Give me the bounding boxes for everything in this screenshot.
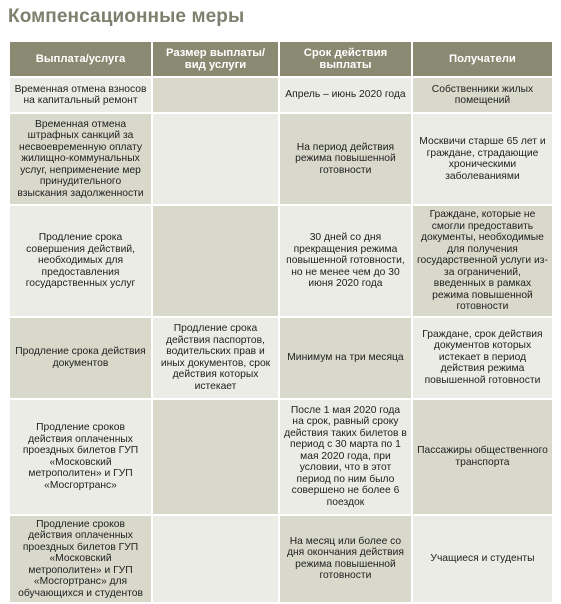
cell-service: Продление срока совершения действий, необходимых для предоставления государственных услуг xyxy=(10,206,151,316)
cell-recipients: Пассажиры общественного транспорта xyxy=(413,400,552,514)
table-row xyxy=(10,78,552,112)
table-row xyxy=(10,400,552,514)
cell-amount xyxy=(153,400,278,514)
cell-amount xyxy=(153,114,278,204)
cell-amount xyxy=(153,206,278,316)
table-header-row xyxy=(10,42,552,76)
cell-service: Продление сроков действия оплаченных проездных билетов ГУП «Московский метрополитен» и ГУП «Мосгортранс» для обучающихся и студентов xyxy=(10,516,151,603)
cell-service: Продление срока действия документов xyxy=(10,318,151,398)
column-header-amount: Размер выплаты/ вид услуги xyxy=(153,42,278,76)
cell-recipients: Граждане, которые не смогли предоставить документы, необходимые для получения государственной услуги из-за ограничений, введенных в рамках режима повышенной готовности xyxy=(413,206,552,316)
table-row xyxy=(10,318,552,398)
cell-period: 30 дней со дня прекращения режима повышенной готовности, но не менее чем до 30 июня 2020 года xyxy=(280,206,411,316)
page-title: Компенсационные меры xyxy=(8,6,245,27)
cell-recipients: Москвичи старше 65 лет и граждане, страдающие хроническими заболеваниями xyxy=(413,114,552,204)
cell-amount: Продление срока действия паспортов, водительских прав и иных документов, срок действия которых истекает xyxy=(153,318,278,398)
table-row xyxy=(10,516,552,603)
cell-period: Апрель – июнь 2020 года xyxy=(280,78,411,112)
cell-period: На месяц или более со дня окончания действия режима повышенной готовности xyxy=(280,516,411,603)
cell-recipients: Собственники жилых помещений xyxy=(413,78,552,112)
cell-period: После 1 мая 2020 года на срок, равный сроку действия таких билетов в период с 30 марта по 1 мая 2020 года, при условии, что в этот период по ним было совершено не более 6 поездок xyxy=(280,400,411,514)
table-row xyxy=(10,206,552,316)
compensation-table xyxy=(8,40,554,604)
column-header-recipients: Получатели xyxy=(413,42,552,76)
cell-recipients: Учащиеся и студенты xyxy=(413,516,552,603)
cell-amount xyxy=(153,78,278,112)
cell-period: Минимум на три месяца xyxy=(280,318,411,398)
column-header-service: Выплата/услуга xyxy=(10,42,151,76)
column-header-period: Срок действия выплаты xyxy=(280,42,411,76)
cell-service: Продление сроков действия оплаченных проездных билетов ГУП «Московский метрополитен» и ГУП «Мосгортранс» xyxy=(10,400,151,514)
cell-period: На период действия режима повышенной готовности xyxy=(280,114,411,204)
cell-service: Временная отмена взносов на капитальный ремонт xyxy=(10,78,151,112)
cell-amount xyxy=(153,516,278,603)
table-row xyxy=(10,114,552,204)
cell-recipients: Граждане, срок действия документов которых истекает в период действия режима повышенной готовности xyxy=(413,318,552,398)
cell-service: Временная отмена штрафных санкций за несвоевременную оплату жилищно-коммунальных услуг, неприменение мер принудительного взыскания задолженности xyxy=(10,114,151,204)
